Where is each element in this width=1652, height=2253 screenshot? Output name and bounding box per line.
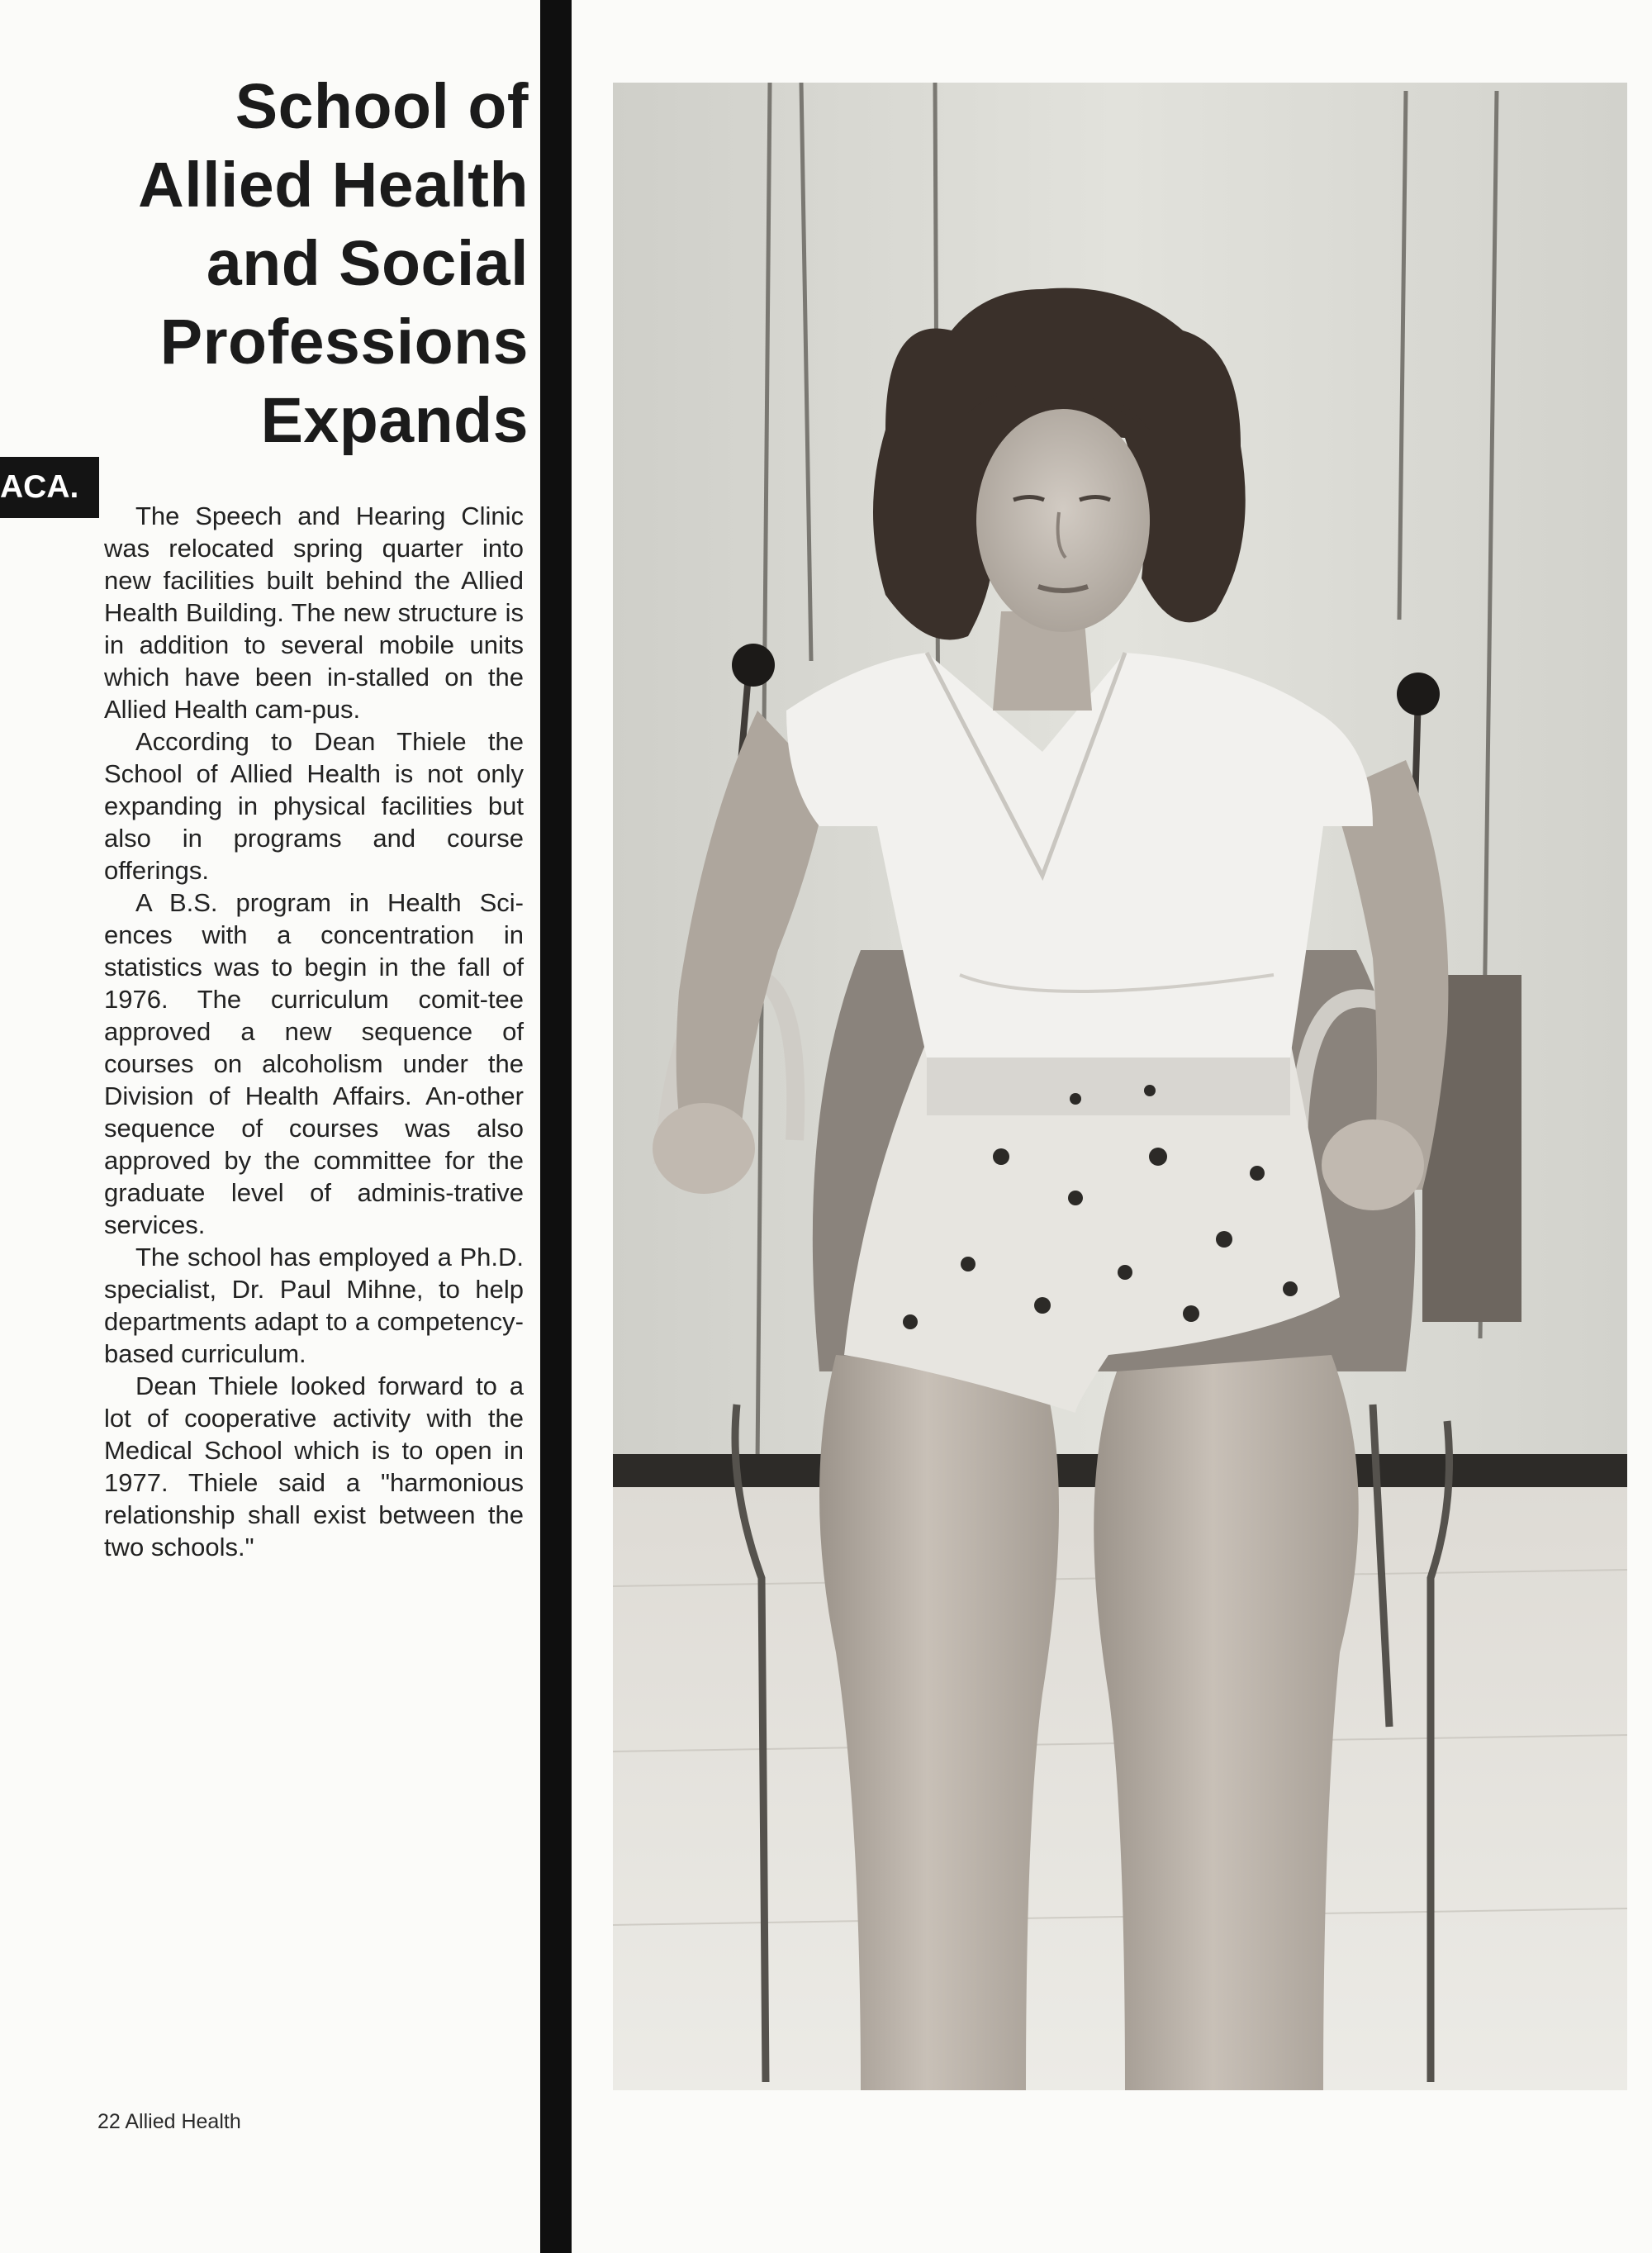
exercise-photo [613,83,1627,2090]
article-paragraph: The school has employed a Ph.D. specialist, Dr. Paul Mihne, to help departments adapt to a competency-based curriculum. [104,1243,524,1368]
headline-line: Allied Health [138,150,529,221]
article-paragraph: A B.S. program in Health Sci-ences with a concentration in statistics was to begin in the fall of 1976. The curriculum comit-tee approved a new sequence of courses on alcoholism under the Division of Health Affairs. An-other sequence of courses was also approved by the committee for the graduate level of adminis-trative services. [104,888,524,1239]
article-paragraph: According to Dean Thiele the School of Allied Health is not only expanding in physical facilities but also in programs and course offerings. [104,727,524,885]
article-headline [99,68,529,460]
article-body [104,500,524,1563]
section-tab [0,457,99,518]
vertical-rule [540,0,572,2253]
headline-line: School of [235,71,529,142]
headline-line: Expands [260,385,529,456]
article-paragraph: Dean Thiele looked forward to a lot of cooperative activity with the Medical School which is to open in 1977. Thiele said a "harmonious relationship shall exist between the two schools." [104,1371,524,1561]
headline-line: Professions [159,307,529,378]
section-tab-label: ACA. [0,469,79,505]
page-folio: 22 Allied Health [97,2110,241,2133]
headline-line: and Social [206,228,529,299]
article-paragraph: The Speech and Hearing Clinic was relocated spring quarter into new facilities built behind the Allied Health Building. The new structure is in addition to several mobile units which have been in-stalled on the Allied Health cam-pus. [104,501,524,724]
